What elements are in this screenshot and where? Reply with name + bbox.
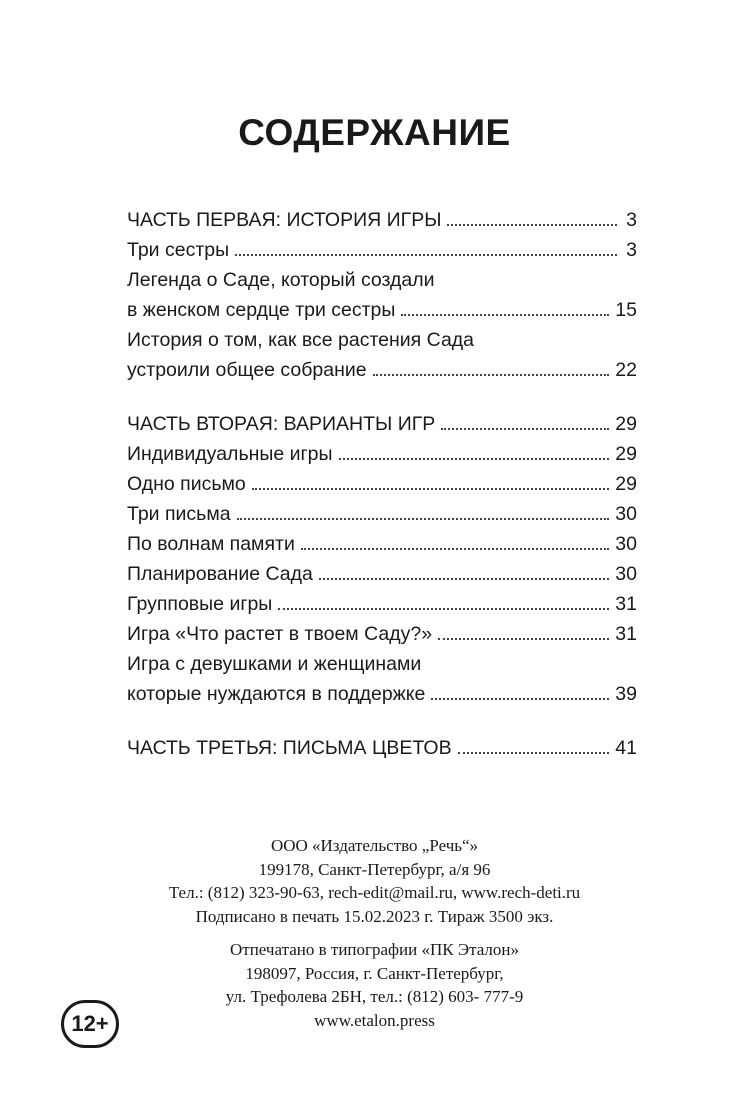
dot-leader (278, 608, 609, 610)
toc-entry-line (127, 559, 637, 589)
printer-contacts: ул. Трефолева 2БН, тел.: (812) 603- 777-9 (225, 987, 524, 1006)
dot-leader (252, 488, 610, 490)
table-of-contents (127, 205, 637, 763)
toc-entry-title: в женском сердце три сестры (127, 299, 396, 321)
toc-entry-line (127, 325, 637, 355)
toc-page-number: 31 (615, 623, 637, 645)
toc-entry (127, 589, 637, 619)
toc-entry (127, 439, 637, 469)
toc-page-number: 3 (626, 239, 637, 261)
imprint (0, 834, 749, 1032)
dot-leader (447, 224, 617, 226)
toc-page-number: 39 (615, 683, 637, 705)
page-title: СОДЕРЖАНИЕ (238, 112, 511, 153)
toc-page-number: 29 (615, 443, 637, 465)
toc-entry-title: Планирование Сада (127, 563, 313, 585)
toc-entry-title: Игра «Что растет в твоем Саду?» (127, 623, 433, 645)
section-gap (127, 385, 637, 409)
toc-entry-line (127, 499, 637, 529)
toc-entry (127, 235, 637, 265)
toc-entry (127, 529, 637, 559)
dot-leader (401, 314, 609, 316)
toc-entry-line (127, 235, 637, 265)
dot-leader (319, 578, 609, 580)
dot-leader (458, 752, 610, 754)
toc-entry (127, 325, 637, 385)
dot-leader (301, 548, 609, 550)
toc-entry-title: которые нуждаются в поддержке (127, 683, 426, 705)
publisher-name: ООО «Издательство „Речь“» (270, 836, 479, 855)
toc-entry-title: ЧАСТЬ ВТОРАЯ: ВАРИАНТЫ ИГР (127, 413, 436, 435)
toc-entry-title: История о том, как все растения Сада (127, 329, 475, 351)
toc-entry-line (127, 733, 637, 763)
toc-entry-title: устроили общее собрание (127, 359, 367, 381)
toc-entry-title: Три письма (127, 503, 231, 525)
toc-entry-line (127, 205, 637, 235)
toc-page-number: 30 (615, 563, 637, 585)
toc-entry (127, 265, 637, 325)
publisher-address: 199178, Санкт-Петербург, а/я 96 (258, 859, 491, 879)
toc-part-entry (127, 409, 637, 439)
print-info: Подписано в печать 15.02.2023 г. Тираж 3500 экз. (195, 906, 554, 926)
toc-page-number: 29 (615, 413, 637, 435)
printer-name: Отпечатано в типографии «ПК Эталон» (230, 940, 519, 959)
toc-entry-title: Одно письмо (127, 473, 246, 495)
toc-entry (127, 649, 637, 709)
age-rating-badge: 12+ (61, 1000, 119, 1048)
dot-leader (431, 698, 609, 700)
dot-leader (339, 458, 610, 460)
toc-entry (127, 559, 637, 589)
toc-entry-title: ЧАСТЬ ТРЕТЬЯ: ПИСЬМА ЦВЕТОВ (127, 737, 452, 759)
dot-leader (438, 638, 609, 640)
toc-page-number: 22 (615, 359, 637, 381)
toc-entry-title: Легенда о Саде, который создали (127, 269, 435, 291)
printer-site: www.etalon.press (314, 1010, 435, 1030)
dot-leader (373, 374, 610, 376)
toc-entry-line (127, 619, 637, 649)
toc-part-entry (127, 733, 637, 763)
printer-address: 198097, Россия, г. Санкт-Петербург, (245, 963, 504, 983)
toc-entry-line (127, 469, 637, 499)
toc-entry-line (127, 649, 637, 679)
toc-entry (127, 469, 637, 499)
toc-entry-line (127, 265, 637, 295)
toc-entry-title: Групповые игры (127, 593, 273, 615)
dot-leader (441, 428, 609, 430)
toc-entry-title: По волнам памяти (127, 533, 295, 555)
toc-page-number: 15 (615, 299, 637, 321)
toc-page-number: 3 (626, 209, 637, 231)
toc-entry-line (127, 295, 637, 325)
toc-entry-title: ЧАСТЬ ПЕРВАЯ: ИСТОРИЯ ИГРЫ (127, 209, 442, 231)
toc-entry-line (127, 529, 637, 559)
toc-page-number: 30 (615, 503, 637, 525)
toc-page-number: 30 (615, 533, 637, 555)
toc-entry-line (127, 409, 637, 439)
toc-page-number: 41 (615, 737, 637, 759)
section-gap (127, 709, 637, 733)
toc-entry-line (127, 439, 637, 469)
toc-entry-title: Три сестры (127, 239, 230, 261)
toc-entry-line (127, 355, 637, 385)
toc-entry-line (127, 679, 637, 709)
toc-entry-title: Индивидуальные игры (127, 443, 333, 465)
toc-part-entry (127, 205, 637, 235)
dot-leader (235, 254, 617, 256)
toc-entry (127, 499, 637, 529)
publisher-contacts: Тел.: (812) 323-90-63, rech-edit@mail.ru, www.rech-deti.ru (168, 883, 581, 902)
toc-page-number: 31 (615, 593, 637, 615)
dot-leader (237, 518, 610, 520)
toc-entry-line (127, 589, 637, 619)
toc-page-number: 29 (615, 473, 637, 495)
toc-entry (127, 619, 637, 649)
toc-entry-title: Игра с девушками и женщинами (127, 653, 422, 675)
